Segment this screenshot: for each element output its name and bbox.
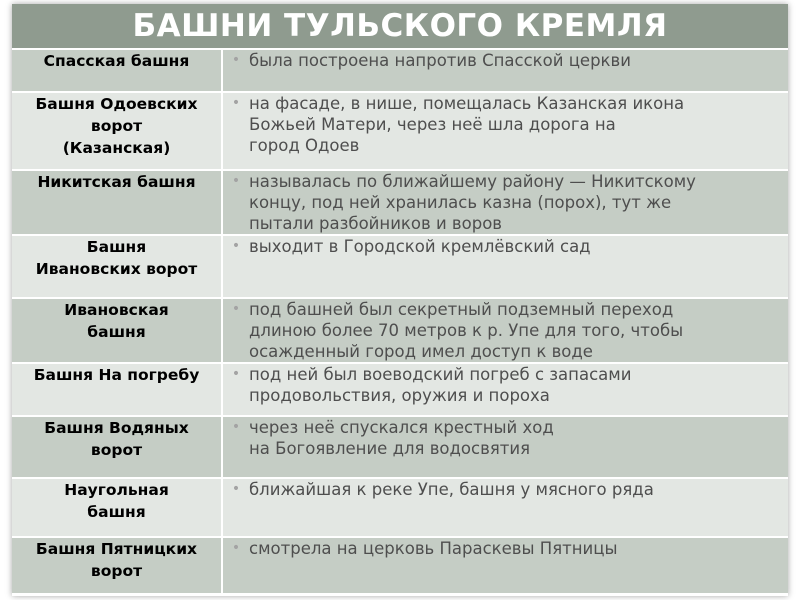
tower-name-line: Башня Пятницких <box>35 540 198 558</box>
description-line: на фасаде, в нише, помещалась Казанская икона <box>249 94 685 113</box>
tower-description-cell <box>222 363 788 416</box>
description-line: концу, под ней хранилась казна (порох), тут же <box>249 193 672 212</box>
bullet-icon: • <box>231 481 241 497</box>
tower-description <box>249 50 788 71</box>
tower-description <box>249 171 788 234</box>
tower-name-line: Наугольная <box>64 481 169 499</box>
tower-name-line: ворот <box>90 117 143 135</box>
tower-name-cell <box>12 416 222 478</box>
tower-name-cell <box>12 235 222 298</box>
description-line: Божьей Матери, через неё шла дорога на <box>249 115 616 134</box>
table-row <box>12 478 788 537</box>
tower-name-line: Спасская башня <box>43 52 190 70</box>
tower-description-cell <box>222 49 788 92</box>
tower-description-cell <box>222 416 788 478</box>
tower-description <box>249 299 788 362</box>
tower-name-line: Ивановская <box>64 301 169 319</box>
tower-description-cell <box>222 170 788 235</box>
tower-description <box>249 93 788 156</box>
table-row <box>12 170 788 235</box>
tower-name-line: Ивановских ворот <box>35 260 198 278</box>
tower-description-cell <box>222 235 788 298</box>
tower-description <box>249 236 788 257</box>
description-line: называлась по ближайшему району — Никитскому <box>249 172 696 191</box>
bullet-icon: • <box>231 301 241 317</box>
description-line: продовольствия, оружия и пороха <box>249 386 550 405</box>
tower-name-line: башня <box>87 323 146 341</box>
bullet-icon: • <box>231 540 241 556</box>
tower-name-cell <box>12 92 222 170</box>
table-row <box>12 92 788 170</box>
bullet-icon: • <box>231 238 241 254</box>
description-line: осажденный город имел доступ к воде <box>249 342 593 361</box>
tower-name-cell <box>12 537 222 593</box>
tower-description <box>249 479 788 500</box>
description-line: выходит в Городской кремлёвский сад <box>249 237 591 256</box>
description-line: через неё спускался крестный ход <box>249 418 554 437</box>
tower-name-cell <box>12 478 222 537</box>
tower-description <box>249 538 788 559</box>
bullet-icon: • <box>231 52 241 68</box>
description-line: на Богоявление для водосвятия <box>249 439 531 458</box>
bullet-icon: • <box>231 173 241 189</box>
tower-name-line: Башня На погребу <box>33 366 200 384</box>
slide <box>12 4 788 596</box>
tower-name-line: Никитская башня <box>37 173 196 191</box>
tower-description-cell <box>222 478 788 537</box>
slide-title: БАШНИ ТУЛЬСКОГО КРЕМЛЯ <box>12 4 788 48</box>
tower-description-cell <box>222 298 788 363</box>
tower-description-cell <box>222 537 788 593</box>
tower-name-cell <box>12 363 222 416</box>
tower-name-line: ворот <box>90 441 143 459</box>
tower-name-cell <box>12 298 222 363</box>
description-line: город Одоев <box>249 136 360 155</box>
table-row <box>12 363 788 416</box>
description-line: длиною более 70 метров к р. Упе для того, чтобы <box>249 321 684 340</box>
table-row <box>12 537 788 593</box>
description-line: под башней был секретный подземный переход <box>249 300 674 319</box>
description-line: была построена напротив Спасской церкви <box>249 51 631 70</box>
tower-description <box>249 417 788 459</box>
towers-table <box>12 48 788 593</box>
tower-name-line: Башня <box>86 238 147 256</box>
table-row <box>12 298 788 363</box>
tower-name-cell <box>12 170 222 235</box>
description-line: ближайшая к реке Упе, башня у мясного ряда <box>249 480 654 499</box>
tower-name-line: Башня Водяных <box>44 419 189 437</box>
table-row <box>12 49 788 92</box>
tower-name-line: Башня Одоевских <box>35 95 198 113</box>
tower-name-cell <box>12 49 222 92</box>
description-line: под ней был воеводский погреб с запасами <box>249 365 632 384</box>
tower-name-line: башня <box>87 503 146 521</box>
tower-description-cell <box>222 92 788 170</box>
bullet-icon: • <box>231 419 241 435</box>
tower-name-line: ворот <box>90 562 143 580</box>
description-line: пытали разбойников и воров <box>249 214 503 233</box>
bullet-icon: • <box>231 366 241 382</box>
description-line: смотрела на церковь Параскевы Пятницы <box>249 539 618 558</box>
table-row <box>12 235 788 298</box>
bullet-icon: • <box>231 95 241 111</box>
tower-name-line: (Казанская) <box>62 139 171 157</box>
tower-description <box>249 364 788 406</box>
table-row <box>12 416 788 478</box>
